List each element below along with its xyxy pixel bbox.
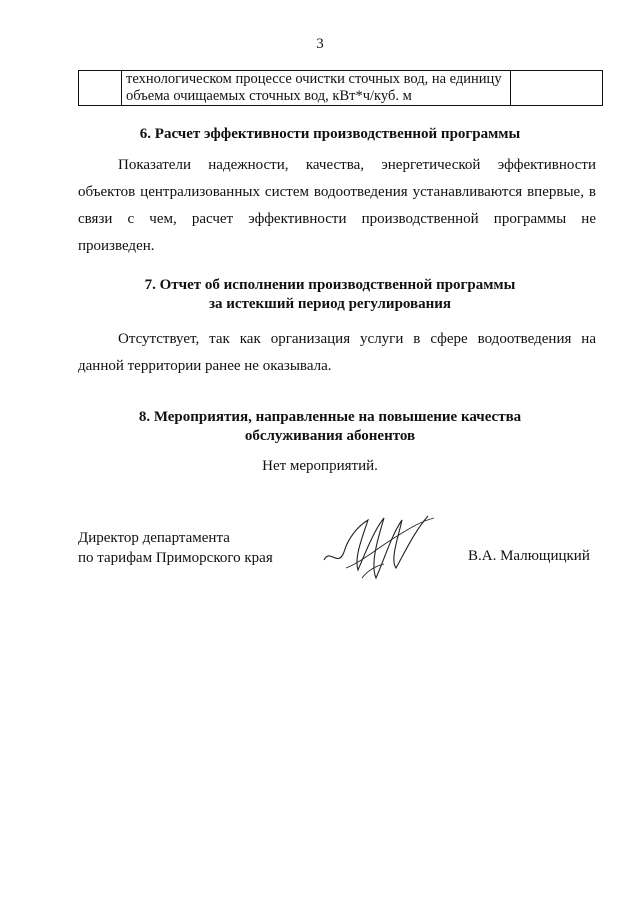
section-8-title bbox=[60, 408, 600, 446]
table-cell-indicator bbox=[122, 71, 511, 106]
section-7-title-line2: за истекший период регулирования bbox=[208, 296, 452, 312]
table-cell-number bbox=[79, 71, 122, 106]
section-7-paragraph: Отсутствует, так как организация услуги в сфере водоотведения на данной территории ранее не оказывала. bbox=[78, 331, 596, 374]
table-row bbox=[79, 71, 603, 106]
section-7-title bbox=[60, 276, 600, 314]
page-number: 3 bbox=[316, 36, 324, 52]
signatory-position bbox=[78, 528, 273, 568]
section-8-title-line1: 8. Мероприятия, направленные на повышение качества bbox=[138, 409, 522, 425]
signatory-position-line2: по тарифам Приморского края bbox=[78, 550, 273, 566]
signatory-position-line1: Директор департамента bbox=[78, 530, 230, 546]
indicator-text-line2: объема очищаемых сточных вод, кВт*ч/куб. м bbox=[126, 88, 412, 104]
indicator-table bbox=[78, 70, 603, 106]
section-8-text: Нет мероприятий. bbox=[262, 458, 378, 474]
section-6-paragraph: Показатели надежности, качества, энергетической эффективности объектов централизованных систем водоотведения устанавливаются впервые, в связи с чем, расчет эффективности производственной программы не произведен. bbox=[78, 157, 596, 254]
signatory-name: В.А. Малющицкий bbox=[468, 548, 590, 564]
section-8-title-line2: обслуживания абонентов bbox=[244, 428, 416, 444]
handwritten-signature bbox=[318, 508, 438, 588]
section-7-text bbox=[78, 326, 596, 380]
section-7-title-line1: 7. Отчет об исполнении производственной программы bbox=[144, 277, 516, 293]
section-6-text bbox=[78, 152, 596, 260]
table-cell-value bbox=[511, 71, 603, 106]
section-6-title: 6. Расчет эффективности производственной программы bbox=[139, 126, 521, 142]
indicator-text-line1: технологическом процессе очистки сточных вод, на единицу bbox=[126, 71, 502, 87]
